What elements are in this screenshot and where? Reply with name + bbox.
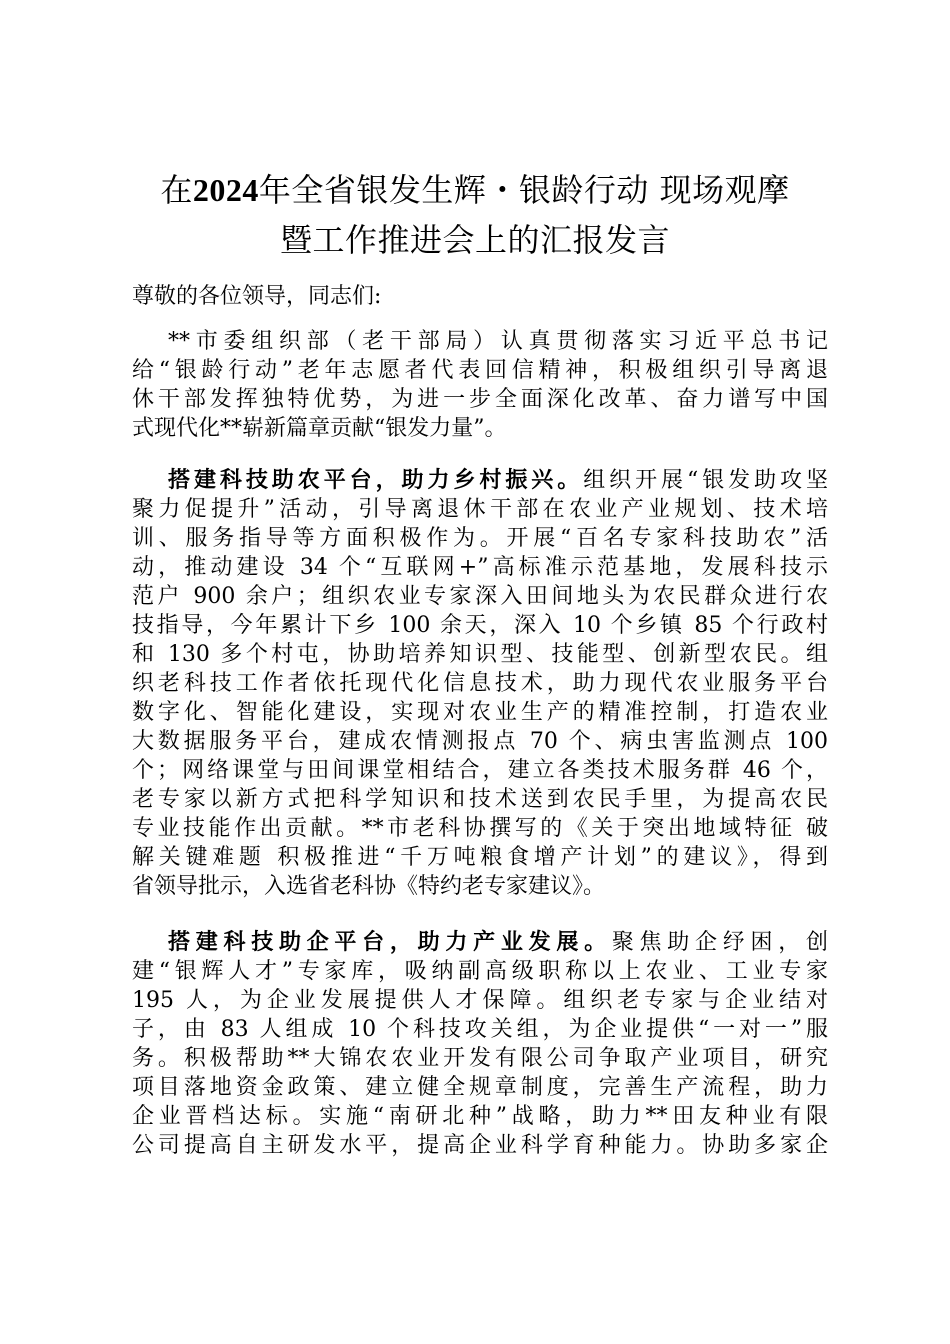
paragraph-agriculture [132,466,828,901]
paragraph-line: 个；网络课堂与田间课堂相结合，建立各类技术服务群 46 个， [132,758,828,783]
title-suffix: 年全省银发生辉・银龄行动 现场观摩 [258,171,790,209]
document-title [100,165,850,265]
paragraph-line: 织老科技工作者依托现代化信息技术，助力现代农业服务平台 [132,671,828,696]
title-line-2: 暨工作推进会上的汇报发言 [279,221,670,259]
paragraph-line: 范户 900 余户；组织农业专家深入田间地头为农民群众进行农 [132,584,828,609]
paragraph-line: 和 130 多个村屯，协助培养知识型、技能型、创新型农民。组 [132,642,828,667]
paragraph-line: **市委组织部（老干部局）认真贯彻落实习近平总书记 [168,329,828,354]
paragraph-line: 专业技能作出贡献。**市老科协撰写的《关于突出地域特征 破 [132,816,828,841]
paragraph-line: 省领导批示，入选省老科协《特约老专家建议》。 [132,874,606,899]
paragraph-line: 大数据服务平台，建成农情测报点 70 个、病虫害监测点 100 [132,729,828,754]
paragraph-line: 公司提高自主研发水平，提高企业科学育种能力。协助多家企 [132,1133,828,1158]
paragraph-first-line [132,928,828,957]
paragraph-enterprise [132,928,828,1160]
paragraph-line: 训、服务指导等方面积极作为。开展“百名专家科技助农”活 [132,526,828,551]
paragraph-line: 技指导，今年累计下乡 100 余天，深入 10 个乡镇 85 个行政村 [132,613,828,638]
paragraph-line: 建“银辉人才”专家库，吸纳副高级职称以上农业、工业专家 [132,959,828,984]
title-line-1 [100,165,850,215]
paragraph-line: 休干部发挥独特优势，为进一步全面深化改革、奋力谱写中国 [132,387,828,412]
paragraph-line: 给“银龄行动”老年志愿者代表回信精神，积极组织引导离退 [132,358,828,383]
section-heading: 搭建科技助企平台，助力产业发展。 [168,929,612,955]
paragraph-first-line [132,466,828,495]
salutation: 尊敬的各位领导，同志们: [132,284,382,309]
paragraph-intro [132,327,828,443]
paragraph-line: 子，由 83 人组成 10 个科技攻关组，为企业提供“一对一”服 [132,1017,828,1042]
title-prefix: 在 [160,171,193,209]
paragraph-line: 动，推动建设 34 个“互联网+”高标准示范基地，发展科技示 [132,555,828,580]
paragraph-line-rest: 聚焦助企纾困，创 [611,930,828,955]
title-year: 2024 [192,172,259,208]
paragraph-line: 式现代化**崭新篇章贡献“银发力量”。 [132,416,507,441]
paragraph-line-rest: 组织开展“银发助攻坚 [583,468,828,493]
section-heading: 搭建科技助农平台，助力乡村振兴。 [168,467,584,493]
paragraph-line: 务。积极帮助**大锦农农业开发有限公司争取产业项目，研究 [132,1046,828,1071]
paragraph-line: 聚力促提升”活动，引导离退休干部在农业产业规划、技术培 [132,497,828,522]
paragraph-line: 解关键难题 积极推进“千万吨粮食增产计划”的建议》，得到 [132,845,828,870]
paragraph-line: 195 人，为企业发展提供人才保障。组织老专家与企业结对 [132,988,828,1013]
paragraph-line: 项目落地资金政策、建立健全规章制度，完善生产流程，助力 [132,1075,828,1100]
paragraph-line: 企业晋档达标。实施“南研北种”战略，助力**田友种业有限 [132,1104,828,1129]
paragraph-line: 数字化、智能化建设，实现对农业生产的精准控制，打造农业 [132,700,828,725]
paragraph-line: 老专家以新方式把科学知识和技术送到农民手里，为提高农民 [132,787,828,812]
